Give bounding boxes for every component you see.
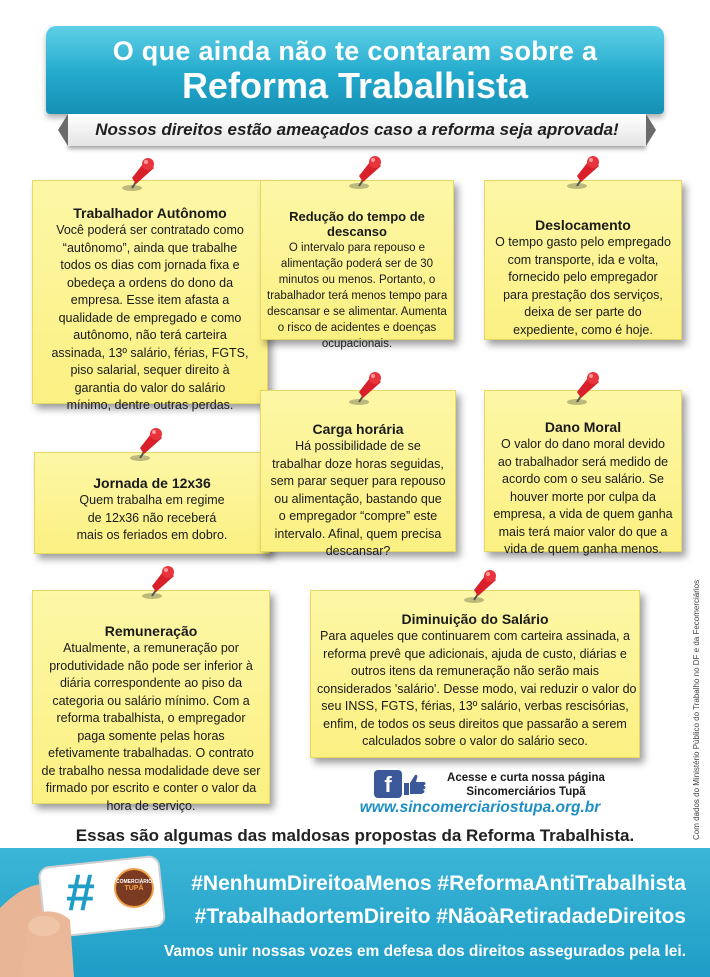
note-reducao-descanso (260, 180, 454, 350)
note-line: enfim, de todos os seus direitos que passarão a serem (323, 716, 627, 731)
note-line: Você poderá ser contratado como (56, 223, 244, 237)
note-line: O valor do dano moral devido (501, 437, 665, 451)
note-line: efetivamente trabalhadas. O contrato (48, 746, 254, 760)
note-line: alimentação poderá ser de 30 (280, 258, 434, 270)
pushpin-icon (345, 152, 385, 192)
phone-logo-sub: TUPÃ (124, 885, 144, 892)
note-line: hora de serviço. (106, 798, 196, 813)
note-line: vida de quem ganha menos. (504, 542, 662, 556)
note-line: calculados sobre o valor do salário seco. (362, 734, 588, 748)
note-line: minutos ou menos. Portanto, o (278, 274, 436, 286)
note-line: empresa. Esse item afasta a (70, 293, 230, 307)
note-line: empresa, a vida de quem ganha (493, 507, 673, 521)
note-body (39, 640, 263, 815)
note-line: O tempo gasto pelo empregado (495, 235, 671, 249)
note-line: de trabalho nessa modalidade deve ser (41, 763, 261, 778)
note-line: mais terá maior valor do que a (498, 524, 668, 539)
note-line: descansar e se alimentar. Aumenta (267, 306, 447, 318)
hashtags-line-1: #NenhumDireitoaMenos #ReformaAntiTrabalhista (191, 872, 686, 895)
note-deslocamento (484, 180, 682, 340)
note-line: considerados 'salário'. Desse modo, vai reduzir o valor do (317, 681, 637, 696)
phone-logo-text: COMERCIÁRIOS (116, 879, 156, 885)
note-line: expediente, como é hoje. (513, 322, 653, 337)
note-line: fornecido pelo empregador (508, 270, 658, 284)
hashtags-line-2: #TrabalhadortemDireito #NãoàRetiradadeDireitos (194, 905, 686, 928)
note-line: “autônomo”, ainda que trabalhe (62, 240, 238, 255)
note-line: deixa de ser parte do (524, 305, 642, 319)
closing-line: Vamos unir nossas vozes em defesa dos direitos assegurados pela lei. (163, 943, 686, 960)
note-line: garantia do valor do salário (74, 380, 226, 395)
note-title: Redução do tempo de descanso (289, 209, 425, 239)
note-body (491, 234, 675, 339)
note-line: Atualmente, a remuneração por (63, 641, 239, 655)
website-link[interactable]: www.sincomerciariostupa.org.br (359, 799, 601, 816)
note-line: Há possibilidade de se (295, 439, 421, 453)
note-line: O intervalo para repouso e (288, 242, 426, 254)
note-line: reforma trabalhista, o empregador (56, 711, 246, 725)
note-line: todos os dias com jornada fixa e (60, 258, 240, 272)
note-line: Para aqueles que continuarem com carteira assinada, a (320, 629, 630, 643)
note-title: Jornada de 12x36 (93, 475, 211, 491)
pushpin-icon (563, 368, 603, 408)
social-block (374, 770, 624, 800)
note-line: piso salarial, sequer direito à (70, 363, 230, 377)
note-line: autônomo, não terá carteira (73, 328, 227, 342)
note-line: paga somente pelas horas (77, 728, 225, 743)
facebook-icon[interactable]: f (374, 770, 402, 798)
note-title: Carga horária (312, 421, 404, 437)
note-line: descansar? (325, 544, 391, 558)
social-line-2: Sincomerciários Tupã (466, 786, 586, 798)
pushpin-icon (345, 368, 385, 408)
note-title: Deslocamento (535, 217, 631, 233)
note-line: o empregador “compre” este (278, 509, 438, 523)
note-line: outros itens da remuneração não serão mais (350, 664, 600, 678)
phone-hashtag: # (66, 864, 95, 922)
note-line: mínimo, dentre outras perdas. (66, 398, 234, 412)
note-line: intervalo. Afinal, quem precisa (274, 526, 442, 541)
note-line: o risco de acidentes e doenças (277, 322, 437, 334)
like-thumb-icon[interactable] (402, 772, 428, 798)
note-body (317, 628, 637, 751)
note-line: produtividade não pode ser inferior à (49, 658, 253, 673)
title-line-1: O que ainda não te contaram sobre a (112, 36, 598, 66)
title-banner (46, 26, 664, 114)
note-line: diária correspondente ao piso da (59, 676, 243, 690)
source-credit: Com dados do Ministério Público do Trabalho no DF e da Fecomerciários (692, 579, 701, 840)
note-line: firmado por escrito e conter o valor da (45, 781, 257, 795)
note-line: obedeça a ordens do dono da (66, 275, 234, 290)
note-line: sem parar sequer para repouso (270, 474, 446, 488)
social-line-1: Acesse e curta nossa página (447, 772, 605, 784)
note-body (267, 438, 449, 561)
note-body (267, 240, 447, 352)
note-line: ocupacionais. (321, 338, 393, 350)
note-line: ao trabalhador será medido de (497, 454, 669, 469)
note-title: Remuneração (104, 623, 198, 639)
pushpin-icon (126, 424, 166, 464)
social-text (434, 771, 618, 799)
note-remuneracao (32, 590, 270, 813)
note-line: houver morte por culpa da (510, 489, 656, 504)
note-diminuicao-salario (310, 590, 640, 758)
note-line: Quem trabalha em regime (79, 493, 225, 507)
note-line: qualidade de empregado e como (58, 310, 242, 325)
note-title: Diminuição do Salário (401, 611, 549, 627)
proposals-text: Essas são algumas das maldosas propostas da Reforma Trabalhista. (75, 826, 635, 845)
note-line: de 12x36 não receberá (87, 510, 217, 525)
note-line: assinada, 13º salário, férias, FGTS, (51, 345, 249, 360)
title-line-2: Reforma Trabalhista (181, 65, 529, 106)
note-title: Dano Moral (544, 419, 622, 435)
subtitle-ribbon: Nossos direitos estão ameaçados caso a reforma seja aprovada! (68, 114, 646, 146)
pushpin-icon (138, 562, 178, 602)
note-line: com transporte, ida e volta, (507, 252, 659, 267)
note-trabalhador-autonomo (32, 180, 268, 412)
pushpin-icon (118, 154, 158, 194)
note-title: Trabalhador Autônomo (73, 205, 227, 221)
note-body (39, 222, 261, 415)
note-body (41, 492, 263, 545)
note-body (491, 436, 675, 559)
pushpin-icon (563, 152, 603, 192)
note-line: categoria ou salário mínimo. Com a (52, 693, 250, 708)
note-line: para prestação dos serviços, (503, 287, 663, 302)
pushpin-icon (460, 566, 500, 606)
note-dano-moral (484, 390, 682, 556)
note-line: trabalhador terá menos tempo para (267, 290, 448, 302)
note-line: trabalhar doze horas seguidas, (272, 456, 444, 471)
note-jornada-12x36 (34, 452, 270, 554)
note-line: acordo com o seu salário. Se (502, 472, 664, 486)
note-line: mais os feriados em dobro. (76, 528, 228, 542)
note-carga-horaria (260, 390, 456, 558)
note-line: seu INSS, FGTS, férias, 13º salário, verbas rescisórias, (321, 699, 629, 713)
note-line: reforma prevê que adicionais, ajuda de custo, diárias e (323, 646, 627, 661)
note-line: ou alimentação, bastando que (274, 491, 442, 506)
